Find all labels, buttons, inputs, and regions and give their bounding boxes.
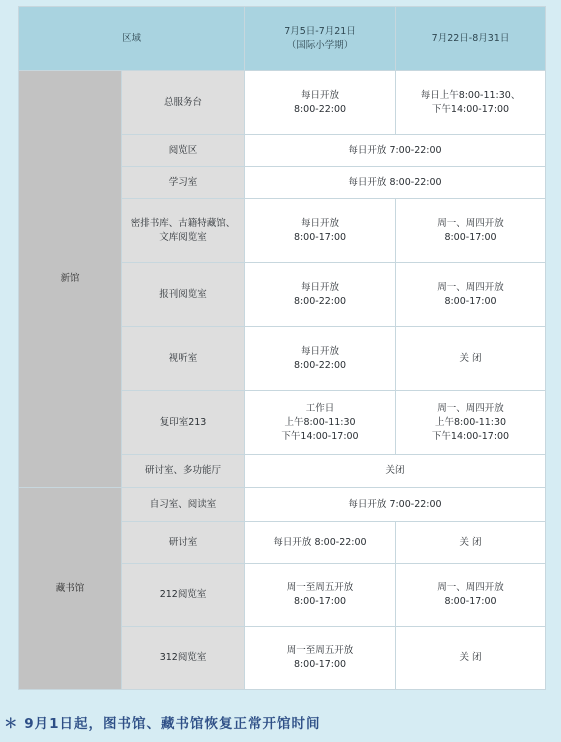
row-name-reading-212: 212阅览室 <box>122 564 245 627</box>
row-name-reading-area: 阅览区 <box>122 135 245 167</box>
special-stacks-p1-l1: 每日开放 <box>301 217 340 229</box>
newspaper-room-p2-l2: 8:00-17:00 <box>444 295 497 307</box>
av-room-p1-l2: 8:00-22:00 <box>293 359 347 371</box>
row-name-discussion-multi: 研讨室、多功能厅 <box>122 455 245 488</box>
av-room-p2: 关 闭 <box>396 327 546 391</box>
row-name-av-room: 视听室 <box>122 327 245 391</box>
reading-312-p1-l1: 周一至周五开放 <box>286 645 354 656</box>
header-period-1 <box>245 7 396 71</box>
service-desk-p1 <box>245 71 396 135</box>
service-desk-p2-l1: 每日上午8:00-11:30、 <box>420 89 521 101</box>
header-period-2: 7月22日-8月31日 <box>396 7 546 71</box>
row-name-study-room: 学习室 <box>122 167 245 199</box>
service-desk-p1-l2: 8:00-22:00 <box>293 103 347 115</box>
special-stacks-p1 <box>245 199 396 263</box>
newspaper-room-p1 <box>245 263 396 327</box>
reading-312-p1 <box>245 627 396 690</box>
copy-room-p2-l1: 周一、周四开放 <box>437 402 504 414</box>
self-study-hours: 每日开放 7:00-22:00 <box>245 488 546 522</box>
av-room-p1 <box>245 327 396 391</box>
reading-212-p2-l1: 周一、周四开放 <box>437 582 504 593</box>
special-stacks-name-l2: 文库阅览室 <box>159 231 207 243</box>
reading-312-p2: 关 闭 <box>396 627 546 690</box>
reading-area-hours: 每日开放 7:00-22:00 <box>245 135 546 167</box>
copy-room-p1 <box>245 391 396 455</box>
reading-212-p1 <box>245 564 396 627</box>
special-stacks-p1-l2: 8:00-17:00 <box>293 231 347 243</box>
header-period-1-note: （国际小学期） <box>286 39 354 51</box>
service-desk-p2-l2: 下午14:00-17:00 <box>431 103 510 115</box>
row-name-copy-room: 复印室213 <box>122 391 245 455</box>
reading-312-p1-l2: 8:00-17:00 <box>293 659 347 670</box>
special-stacks-p2-l1: 周一、周四开放 <box>437 217 504 229</box>
header-area: 区域 <box>19 7 245 71</box>
group-new-library: 新馆 <box>19 71 122 488</box>
newspaper-room-p2-l1: 周一、周四开放 <box>437 281 504 293</box>
row-name-special-stacks <box>122 199 245 263</box>
discussion-p2: 关 闭 <box>396 522 546 564</box>
reading-212-p2-l2: 8:00-17:00 <box>444 596 497 607</box>
row-name-self-study: 自习室、阅读室 <box>122 488 245 522</box>
special-stacks-p2-l2: 8:00-17:00 <box>444 231 497 243</box>
copy-room-p1-l2: 上午8:00-11:30 <box>284 416 356 428</box>
reading-212-p1-l1: 周一至周五开放 <box>286 582 354 593</box>
discussion-multi-hours: 关闭 <box>245 455 546 488</box>
copy-room-p2 <box>396 391 546 455</box>
copy-room-p1-l3: 下午14:00-17:00 <box>281 430 359 442</box>
discussion-p1: 每日开放 8:00-22:00 <box>245 522 396 564</box>
service-desk-p2 <box>396 71 546 135</box>
study-room-hours: 每日开放 8:00-22:00 <box>245 167 546 199</box>
footnote: ＊ 9月1日起，图书馆、藏书馆恢复正常开馆时间 <box>4 716 321 732</box>
newspaper-room-p2 <box>396 263 546 327</box>
reading-212-p1-l2: 8:00-17:00 <box>293 596 347 607</box>
row-name-service-desk: 总服务台 <box>122 71 245 135</box>
copy-room-p2-l3: 下午14:00-17:00 <box>431 430 510 442</box>
row-name-newspaper-room: 报刊阅览室 <box>122 263 245 327</box>
special-stacks-name-l1: 密排书库、古籍特藏馆、 <box>130 217 236 229</box>
reading-212-p2 <box>396 564 546 627</box>
group-collection-library: 藏书馆 <box>19 488 122 690</box>
row-name-reading-312: 312阅览室 <box>122 627 245 690</box>
opening-hours-table <box>18 6 546 690</box>
service-desk-p1-l1: 每日开放 <box>301 89 340 101</box>
copy-room-p1-l1: 工作日 <box>305 402 335 414</box>
header-period-1-dates: 7月5日-7月21日 <box>284 25 356 37</box>
special-stacks-p2 <box>396 199 546 263</box>
newspaper-room-p1-l1: 每日开放 <box>301 281 340 293</box>
av-room-p1-l1: 每日开放 <box>301 345 340 357</box>
copy-room-p2-l2: 上午8:00-11:30 <box>434 416 507 428</box>
newspaper-room-p1-l2: 8:00-22:00 <box>293 295 347 307</box>
row-name-discussion: 研讨室 <box>122 522 245 564</box>
